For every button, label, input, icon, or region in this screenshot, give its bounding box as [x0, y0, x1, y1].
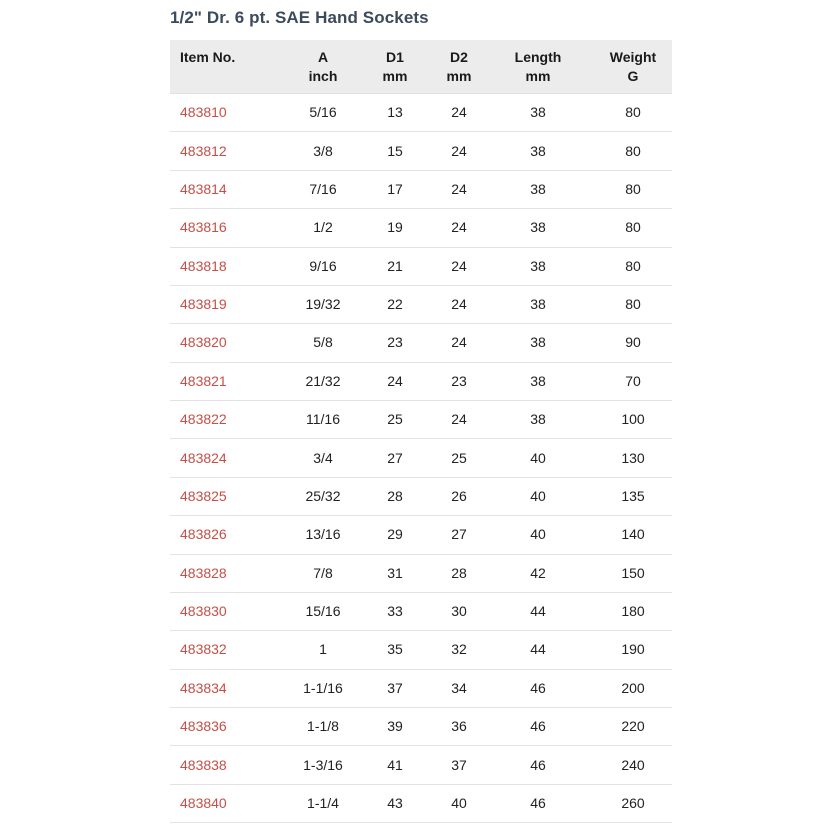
- spec-value-cell: 25/32: [292, 477, 354, 515]
- spec-value-cell: 80: [594, 132, 672, 170]
- spec-value-cell: 38: [482, 209, 594, 247]
- column-label: A: [317, 49, 329, 65]
- spec-value-cell: 38: [482, 324, 594, 362]
- page-title: 1/2" Dr. 6 pt. SAE Hand Sockets: [170, 8, 429, 27]
- item-number-link[interactable]: 483832: [170, 631, 292, 669]
- column-unit: mm: [382, 68, 408, 84]
- spec-value-cell: 46: [482, 669, 594, 707]
- spec-value-cell: 5/8: [292, 324, 354, 362]
- table-row: [170, 324, 672, 362]
- spec-value-cell: 25: [354, 401, 436, 439]
- spec-value-cell: 1-1/8: [292, 708, 354, 746]
- spec-value-cell: 7/16: [292, 170, 354, 208]
- table-row: [170, 94, 672, 132]
- spec-value-cell: 220: [594, 708, 672, 746]
- table-row: [170, 132, 672, 170]
- item-number-link[interactable]: 483822: [170, 401, 292, 439]
- column-unit: mm: [525, 68, 551, 84]
- spec-value-cell: 38: [482, 247, 594, 285]
- table-row: [170, 784, 672, 822]
- spec-value-cell: 1: [292, 631, 354, 669]
- column-unit: inch: [308, 68, 338, 84]
- spec-value-cell: 3/8: [292, 132, 354, 170]
- table-row: [170, 209, 672, 247]
- spec-value-cell: 200: [594, 669, 672, 707]
- column-header-item-no: [170, 40, 292, 94]
- item-number-link[interactable]: 483812: [170, 132, 292, 170]
- spec-value-cell: 34: [436, 669, 482, 707]
- item-number-link[interactable]: 483820: [170, 324, 292, 362]
- spec-value-cell: 26: [436, 477, 482, 515]
- item-number-link[interactable]: 483821: [170, 362, 292, 400]
- spec-value-cell: 24: [436, 401, 482, 439]
- spec-value-cell: 46: [482, 708, 594, 746]
- spec-value-cell: 15/16: [292, 592, 354, 630]
- column-header-d2-mm: [436, 40, 482, 94]
- table-row: [170, 554, 672, 592]
- spec-value-cell: 38: [482, 170, 594, 208]
- header-row: [170, 40, 672, 94]
- table-row: [170, 477, 672, 515]
- item-number-link[interactable]: 483824: [170, 439, 292, 477]
- spec-value-cell: 24: [436, 247, 482, 285]
- spec-value-cell: 40: [482, 439, 594, 477]
- item-number-link[interactable]: 483818: [170, 247, 292, 285]
- spec-value-cell: 24: [436, 285, 482, 323]
- spec-value-cell: 1/2: [292, 209, 354, 247]
- spec-value-cell: 38: [482, 94, 594, 132]
- spec-value-cell: 5/16: [292, 94, 354, 132]
- spec-value-cell: 39: [354, 708, 436, 746]
- table-row: [170, 708, 672, 746]
- spec-value-cell: 190: [594, 631, 672, 669]
- item-number-link[interactable]: 483840: [170, 784, 292, 822]
- spec-value-cell: 140: [594, 516, 672, 554]
- table-row: [170, 401, 672, 439]
- spec-value-cell: 80: [594, 170, 672, 208]
- column-label: Weight: [609, 49, 657, 65]
- spec-value-cell: 9/16: [292, 247, 354, 285]
- spec-value-cell: 24: [436, 94, 482, 132]
- spec-value-cell: 46: [482, 746, 594, 784]
- spec-value-cell: 80: [594, 94, 672, 132]
- spec-value-cell: 46: [482, 784, 594, 822]
- spec-value-cell: 80: [594, 209, 672, 247]
- spec-value-cell: 80: [594, 285, 672, 323]
- spec-value-cell: 44: [482, 631, 594, 669]
- column-label: D2: [450, 49, 468, 65]
- item-number-link[interactable]: 483834: [170, 669, 292, 707]
- spec-value-cell: 19: [354, 209, 436, 247]
- spec-value-cell: 24: [436, 324, 482, 362]
- spec-table-header: [170, 40, 672, 94]
- item-number-link[interactable]: 483826: [170, 516, 292, 554]
- spec-value-cell: 1-1/16: [292, 669, 354, 707]
- spec-value-cell: 25: [436, 439, 482, 477]
- spec-value-cell: 24: [436, 209, 482, 247]
- spec-value-cell: 70: [594, 362, 672, 400]
- spec-value-cell: 1-3/16: [292, 746, 354, 784]
- spec-value-cell: 32: [436, 631, 482, 669]
- spec-value-cell: 27: [354, 439, 436, 477]
- spec-value-cell: 33: [354, 592, 436, 630]
- column-unit: mm: [446, 68, 472, 84]
- spec-value-cell: 42: [482, 554, 594, 592]
- item-number-link[interactable]: 483819: [170, 285, 292, 323]
- spec-value-cell: 28: [436, 554, 482, 592]
- item-number-link[interactable]: 483814: [170, 170, 292, 208]
- spec-value-cell: 135: [594, 477, 672, 515]
- spec-value-cell: 7/8: [292, 554, 354, 592]
- spec-value-cell: 28: [354, 477, 436, 515]
- spec-value-cell: 21: [354, 247, 436, 285]
- item-number-link[interactable]: 483828: [170, 554, 292, 592]
- table-row: [170, 439, 672, 477]
- table-row: [170, 592, 672, 630]
- spec-value-cell: 38: [482, 401, 594, 439]
- spec-value-cell: 31: [354, 554, 436, 592]
- spec-value-cell: 240: [594, 746, 672, 784]
- spec-value-cell: 37: [436, 746, 482, 784]
- spec-value-cell: 260: [594, 784, 672, 822]
- product-spec-section: [170, 0, 672, 823]
- column-header-length-mm: [482, 40, 594, 94]
- item-number-link[interactable]: 483810: [170, 94, 292, 132]
- spec-value-cell: 24: [354, 362, 436, 400]
- spec-value-cell: 180: [594, 592, 672, 630]
- column-label: Length: [514, 49, 562, 65]
- spec-value-cell: 19/32: [292, 285, 354, 323]
- column-label: D1: [386, 49, 404, 65]
- table-row: [170, 362, 672, 400]
- spec-value-cell: 37: [354, 669, 436, 707]
- table-row: [170, 516, 672, 554]
- spec-value-cell: 30: [436, 592, 482, 630]
- column-unit: G: [627, 68, 639, 84]
- spec-value-cell: 3/4: [292, 439, 354, 477]
- spec-value-cell: 80: [594, 247, 672, 285]
- spec-value-cell: 13/16: [292, 516, 354, 554]
- spec-value-cell: 44: [482, 592, 594, 630]
- table-row: [170, 631, 672, 669]
- spec-value-cell: 40: [482, 477, 594, 515]
- table-row: [170, 285, 672, 323]
- spec-value-cell: 17: [354, 170, 436, 208]
- spec-table-body: [170, 94, 672, 823]
- column-label: Item No.: [180, 49, 236, 65]
- spec-value-cell: 38: [482, 132, 594, 170]
- spec-value-cell: 24: [436, 132, 482, 170]
- spec-value-cell: 11/16: [292, 401, 354, 439]
- spec-value-cell: 130: [594, 439, 672, 477]
- table-row: [170, 746, 672, 784]
- spec-value-cell: 40: [436, 784, 482, 822]
- spec-value-cell: 35: [354, 631, 436, 669]
- spec-value-cell: 23: [436, 362, 482, 400]
- spec-value-cell: 23: [354, 324, 436, 362]
- item-number-link[interactable]: 483838: [170, 746, 292, 784]
- spec-value-cell: 41: [354, 746, 436, 784]
- spec-value-cell: 43: [354, 784, 436, 822]
- spec-value-cell: 100: [594, 401, 672, 439]
- table-row: [170, 247, 672, 285]
- spec-value-cell: 15: [354, 132, 436, 170]
- spec-value-cell: 24: [436, 170, 482, 208]
- spec-value-cell: 22: [354, 285, 436, 323]
- spec-value-cell: 27: [436, 516, 482, 554]
- spec-value-cell: 36: [436, 708, 482, 746]
- item-number-link[interactable]: 483816: [170, 209, 292, 247]
- item-number-link[interactable]: 483836: [170, 708, 292, 746]
- spec-value-cell: 40: [482, 516, 594, 554]
- column-header-a-inch: [292, 40, 354, 94]
- spec-table: [170, 40, 672, 823]
- spec-value-cell: 29: [354, 516, 436, 554]
- table-row: [170, 170, 672, 208]
- spec-value-cell: 150: [594, 554, 672, 592]
- spec-value-cell: 90: [594, 324, 672, 362]
- item-number-link[interactable]: 483830: [170, 592, 292, 630]
- table-row: [170, 669, 672, 707]
- spec-value-cell: 21/32: [292, 362, 354, 400]
- column-header-weight-g: [594, 40, 672, 94]
- spec-value-cell: 1-1/4: [292, 784, 354, 822]
- spec-value-cell: 38: [482, 362, 594, 400]
- spec-value-cell: 13: [354, 94, 436, 132]
- item-number-link[interactable]: 483825: [170, 477, 292, 515]
- spec-value-cell: 38: [482, 285, 594, 323]
- column-header-d1-mm: [354, 40, 436, 94]
